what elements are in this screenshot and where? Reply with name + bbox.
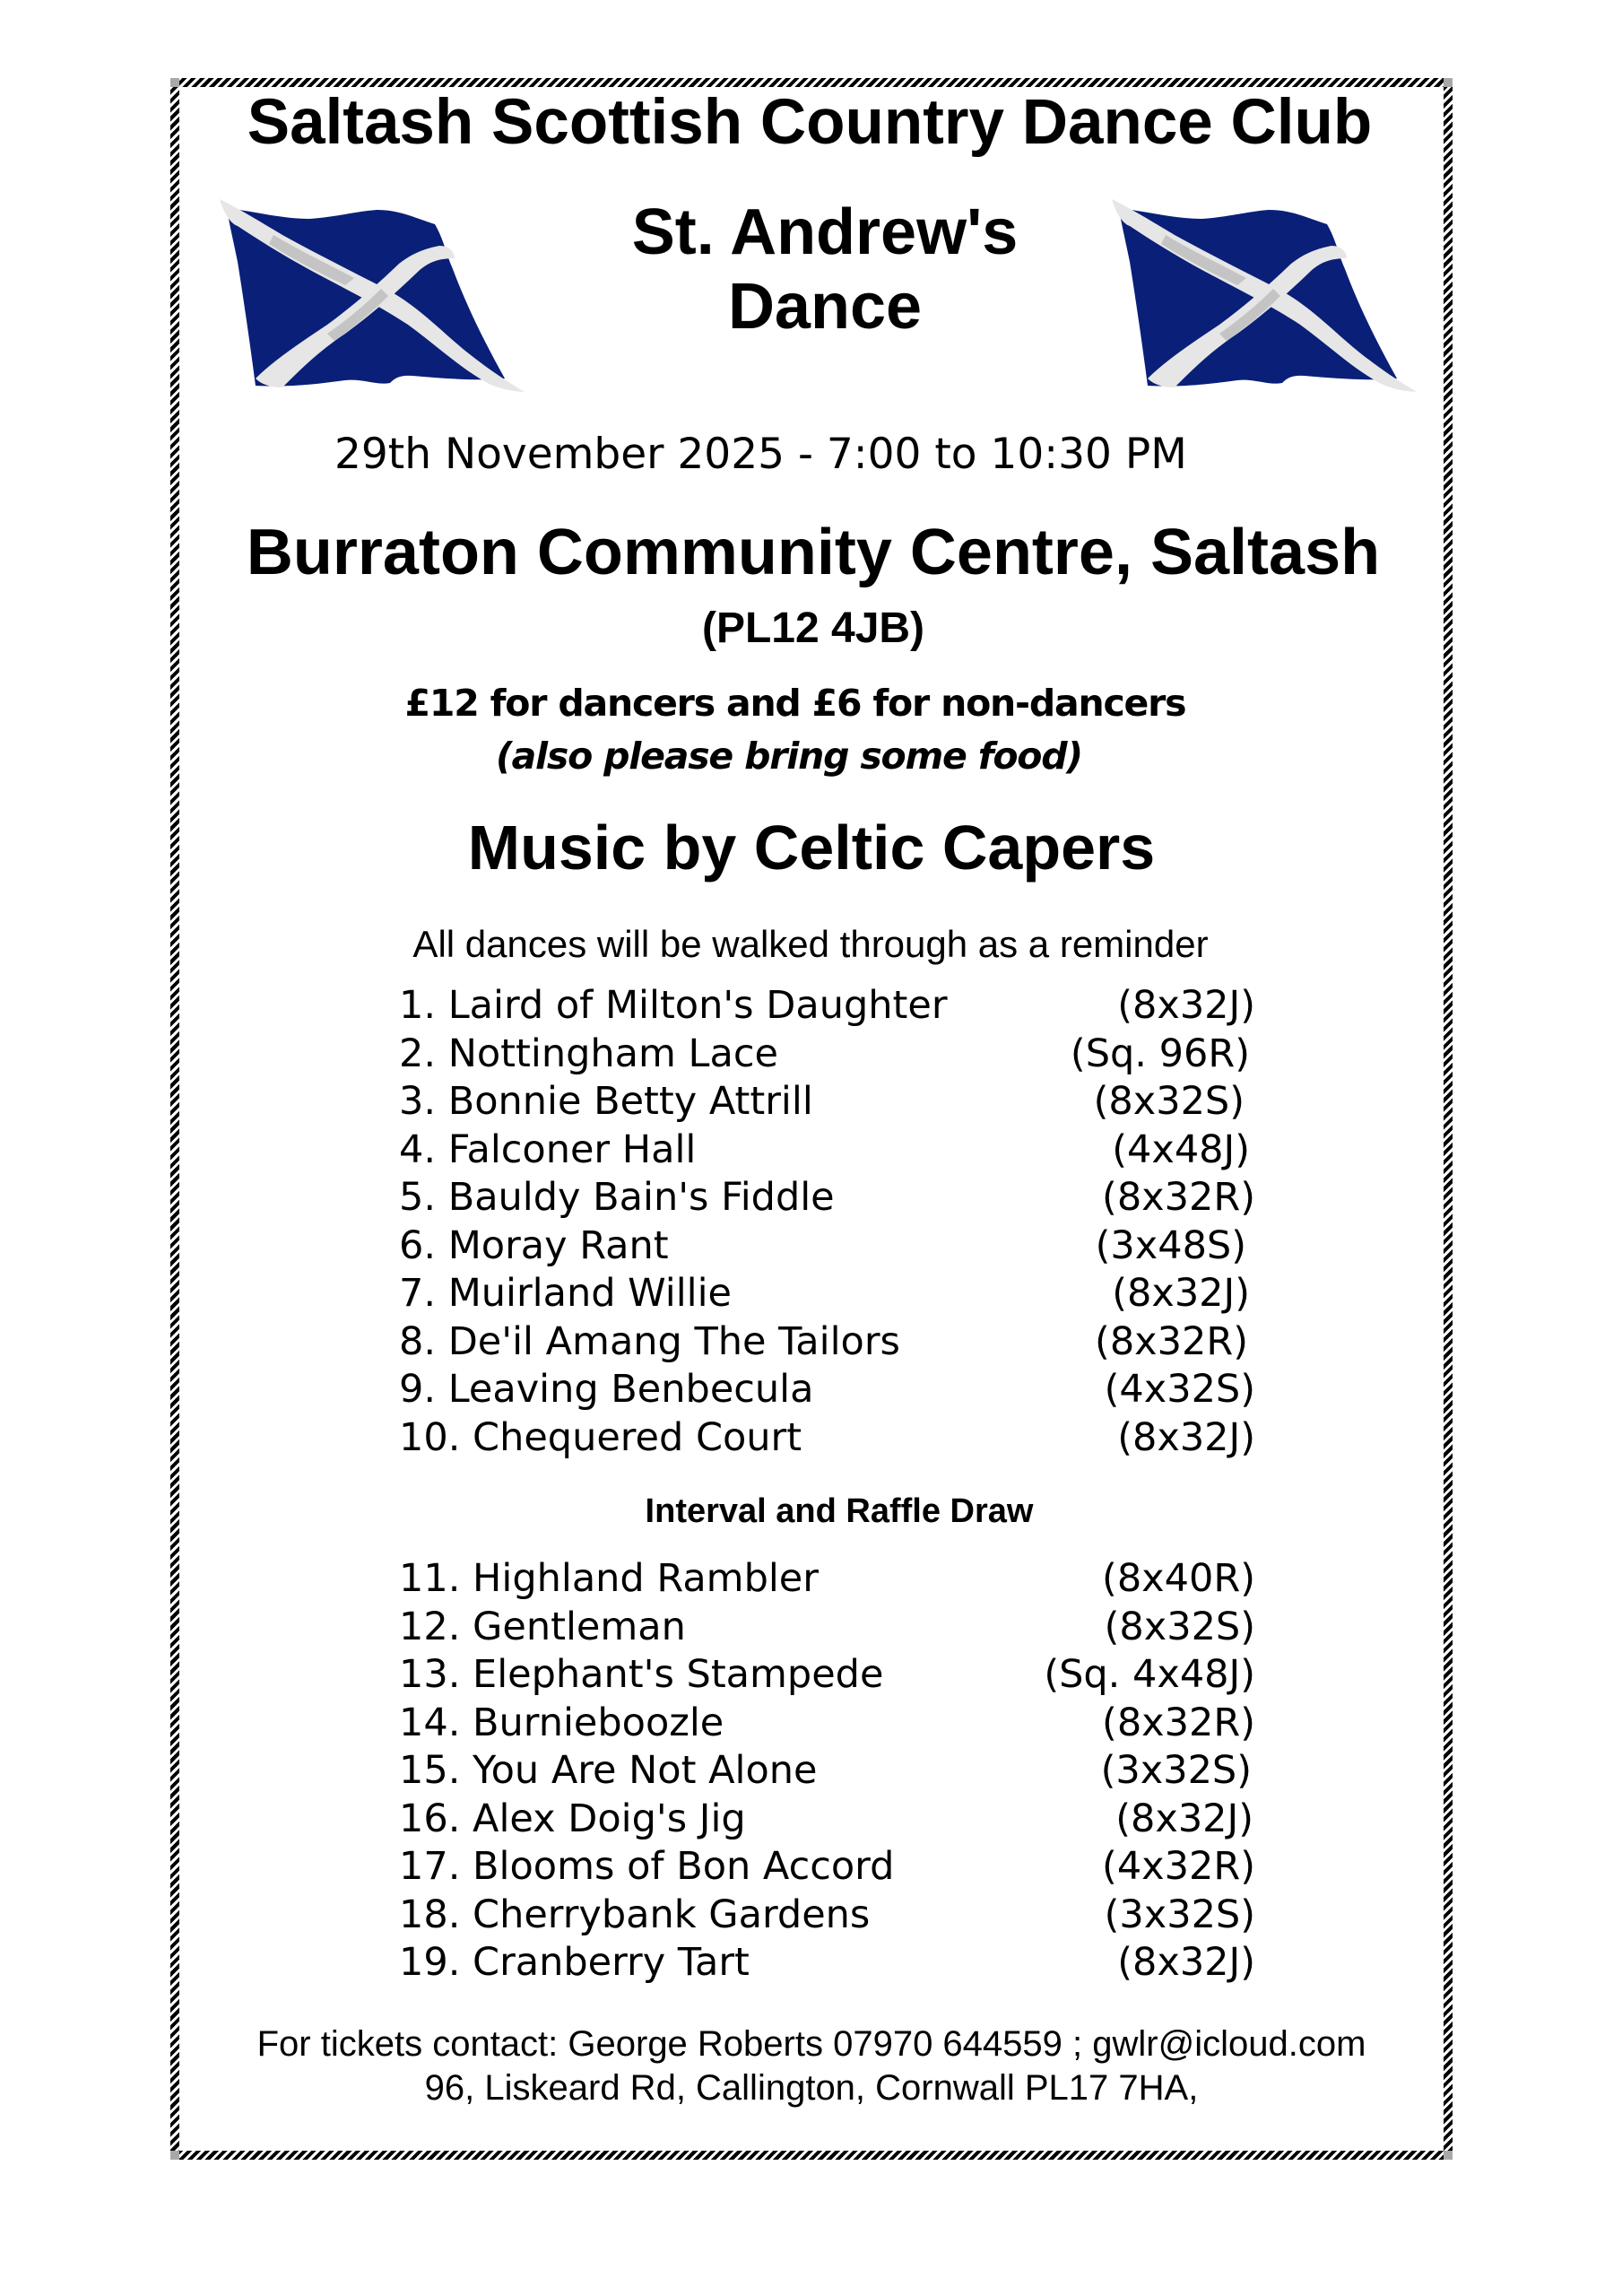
event-title (632, 196, 1019, 344)
scottish-flag-icon (1112, 199, 1417, 392)
dance-list-item (399, 1175, 1255, 1226)
dance-formation: (8x32J) (1112, 1271, 1250, 1316)
dance-list-item (399, 983, 1255, 1034)
dance-name: 5. Bauldy Bain's Fiddle (399, 1175, 835, 1220)
dance-formation: (Sq. 4x48J) (1044, 1652, 1255, 1697)
dance-list-item (399, 1940, 1255, 1991)
border-corner (1444, 78, 1453, 87)
dance-formation: (4x32R) (1102, 1844, 1255, 1889)
dance-list-item (399, 1031, 1255, 1083)
venue-name: Burraton Community Centre, Saltash (246, 517, 1381, 588)
dance-list-item (399, 1079, 1255, 1130)
dance-formation: (8x32S) (1093, 1079, 1245, 1124)
dance-list-item (399, 1556, 1255, 1607)
border-corner (170, 2151, 179, 2160)
event-title-line2: Dance (727, 271, 923, 343)
dance-list-item (399, 1222, 1255, 1274)
dance-name: 13. Elephant's Stampede (399, 1652, 884, 1697)
dance-list-item (399, 1126, 1255, 1178)
dance-list-item (399, 1652, 1255, 1703)
dance-formation: (4x48J) (1112, 1126, 1250, 1172)
dance-name: 10. Chequered Court (399, 1414, 802, 1460)
venue-postcode: (PL12 4JB) (701, 604, 925, 652)
dance-name: 4. Falconer Hall (399, 1126, 697, 1172)
dance-formation: (8x32J) (1117, 983, 1255, 1028)
dance-name: 6. Moray Rant (399, 1222, 669, 1268)
dance-formation: (8x32R) (1102, 1700, 1255, 1745)
dance-name: 14. Burnieboozle (399, 1700, 724, 1745)
dance-name: 2. Nottingham Lace (399, 1031, 778, 1076)
dance-name: 17. Blooms of Bon Accord (399, 1844, 895, 1889)
dance-formation: (3x32S) (1104, 1892, 1255, 1937)
dance-formation: (3x32S) (1100, 1748, 1252, 1793)
dance-name: 16. Alex Doig's Jig (399, 1796, 746, 1841)
dance-formation: (8x32J) (1117, 1414, 1255, 1460)
dance-formation: (8x32J) (1117, 1940, 1255, 1985)
dance-list-item (399, 1271, 1255, 1322)
dance-name: 18. Cherrybank Gardens (399, 1892, 871, 1937)
ticket-contact: For tickets contact: George Roberts 07970 644559 ; gwlr@icloud.com (256, 2024, 1366, 2064)
border-corner (170, 78, 179, 87)
music-heading: Music by Celtic Capers (467, 813, 1156, 883)
dance-name: 12. Gentleman (399, 1604, 686, 1649)
dance-formation: (Sq. 96R) (1070, 1031, 1250, 1076)
dance-name: 19. Cranberry Tart (399, 1940, 750, 1985)
dance-list-item (399, 1700, 1255, 1752)
dance-list-item (399, 1367, 1255, 1418)
dance-name: 11. Highland Rambler (399, 1556, 819, 1601)
dance-name: 9. Leaving Benbecula (399, 1367, 814, 1412)
event-title-line1: St. Andrew's (631, 196, 1019, 268)
border-corner (1444, 2151, 1453, 2160)
ticket-price: £12 for dancers and £6 for non-dancers (404, 682, 1186, 725)
dance-list-item (399, 1796, 1255, 1848)
contact-address: 96, Liskeard Rd, Callington, Cornwall PL17 7HA, (424, 2068, 1199, 2108)
dance-formation: (8x32R) (1095, 1318, 1248, 1364)
dance-list-item (399, 1414, 1255, 1466)
dance-list-item (399, 1318, 1255, 1370)
dance-formation: (8x32R) (1102, 1175, 1255, 1220)
dance-name: 3. Bonnie Betty Attrill (399, 1079, 813, 1124)
scottish-flag-icon (220, 199, 525, 392)
dance-name: 8. De'il Amang The Tailors (399, 1318, 900, 1364)
walk-through-note: All dances will be walked through as a reminder (412, 923, 1209, 965)
dance-formation: (8x32S) (1104, 1604, 1255, 1649)
dance-name: 1. Laird of Milton's Daughter (399, 983, 948, 1028)
dance-list-item (399, 1748, 1255, 1799)
dance-name: 15. You Are Not Alone (399, 1748, 818, 1793)
dance-list-item (399, 1892, 1255, 1944)
dance-list-item (399, 1844, 1255, 1895)
interval-heading: Interval and Raffle Draw (645, 1492, 1034, 1530)
event-date-time: 29th November 2025 - 7:00 to 10:30 PM (334, 430, 1187, 479)
dance-formation: (8x40R) (1102, 1556, 1255, 1601)
dance-formation: (4x32S) (1104, 1367, 1255, 1412)
food-note: (also please bring some food) (496, 735, 1082, 778)
dance-formation: (8x32J) (1115, 1796, 1253, 1841)
club-title: Saltash Scottish Country Dance Club (247, 87, 1373, 158)
dance-formation: (3x48S) (1095, 1222, 1246, 1268)
dance-list-item (399, 1604, 1255, 1656)
dance-name: 7. Muirland Willie (399, 1271, 733, 1316)
